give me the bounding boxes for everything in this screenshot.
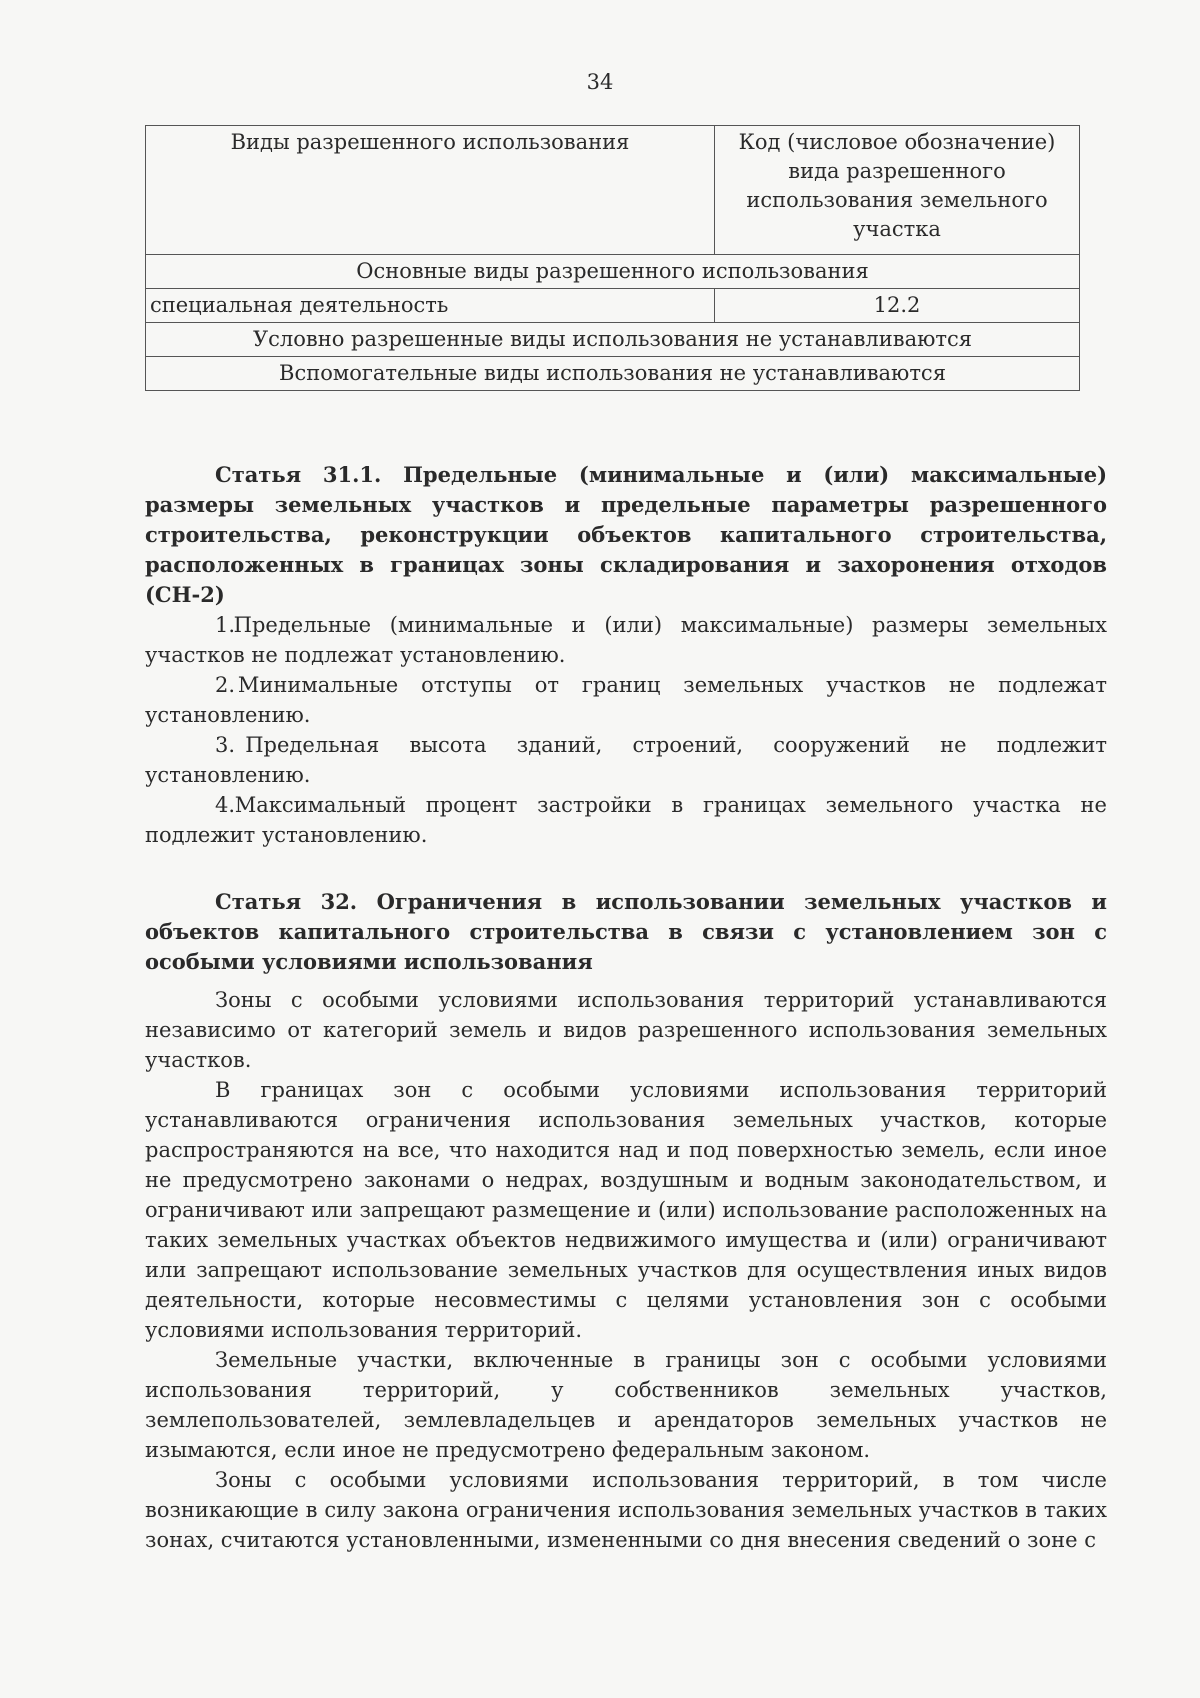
basic-uses-title: Основные виды разрешенного использования [146,255,1080,289]
paragraph: В границах зон с особыми условиями использования территорий устанавливаются ограничения использования земельных участков, которые распространяются на все, что находится над и под поверхностью земель, если иное не предусмотрено законами о недрах, воздушным и водным законодательством, и ограничивают или запрещают размещение и (или) использование расположенных на таких земельных участках объектов недвижимого имущества и (или) ограничивают или запрещают использование земельных участков для осуществления иных видов деятельности, которые несовместимы с целями установления зон с особыми условиями использования территорий. [145,1078,1107,1342]
article-31-1 [145,460,1107,850]
list-item [145,790,1107,850]
item-number: 4. [215,793,236,817]
header-code: Код (числовое обозначение) вида разрешенного использования земельного участка [715,126,1080,255]
table-section-row [146,255,1080,289]
table-header-row [146,126,1080,255]
conditional-uses-note: Условно разрешенные виды использования не устанавливаются [146,323,1080,357]
paragraph: Земельные участки, включенные в границы зон с особыми условиями использования территорий, у собственников земельных участков, землепользователей, землевладельцев и арендаторов земельных участков не изымаются, если иное не предусмотрено федеральным законом. [145,1348,1107,1462]
list-item [145,730,1107,790]
list-item [145,610,1107,670]
item-text: Минимальные отступы от границ земельных участков не подлежат установлению. [145,673,1107,727]
article-32 [145,887,1107,1555]
item-number: 1. [215,613,236,637]
page-number: 34 [586,70,614,94]
article-32-title: Статья 32. Ограничения в использовании земельных участков и объектов капитального строительства в связи с установлением зон с особыми условиями использования [145,889,1107,974]
permitted-use-table [145,125,1080,391]
list-item [145,670,1107,730]
item-text: Предельные (минимальные и (или) максимальные) размеры земельных участков не подлежат установлению. [145,613,1107,667]
paragraph: Зоны с особыми условиями использования территорий устанавливаются независимо от категорий земель и видов разрешенного использования земельных участков. [145,988,1107,1072]
header-use-types: Виды разрешенного использования [146,126,715,255]
item-text: Максимальный процент застройки в границах земельного участка не подлежит установлению. [145,793,1107,847]
item-number: 3. [215,733,236,757]
paragraph: Зоны с особыми условиями использования территорий, в том числе возникающие в силу закона ограничения использования земельных участков в таких зонах, считаются установленными, измененными со дня внесения сведений о зоне с [145,1468,1107,1552]
item-number: 2. [215,673,236,697]
table-row [146,289,1080,323]
use-name-cell: специальная деятельность [146,289,715,323]
article-31-1-title: Статья 31.1. Предельные (минимальные и (или) максимальные) размеры земельных участков и предельные параметры разрешенного строительства, реконструкции объектов капитального строительства, расположенных в границах зоны складирования и захоронения отходов (СН-2) [145,462,1107,607]
use-code-cell: 12.2 [715,289,1080,323]
auxiliary-uses-note: Вспомогательные виды использования не устанавливаются [146,357,1080,391]
table-section-row [146,357,1080,391]
table-section-row [146,323,1080,357]
item-text: Предельная высота зданий, строений, сооружений не подлежит установлению. [145,733,1107,787]
